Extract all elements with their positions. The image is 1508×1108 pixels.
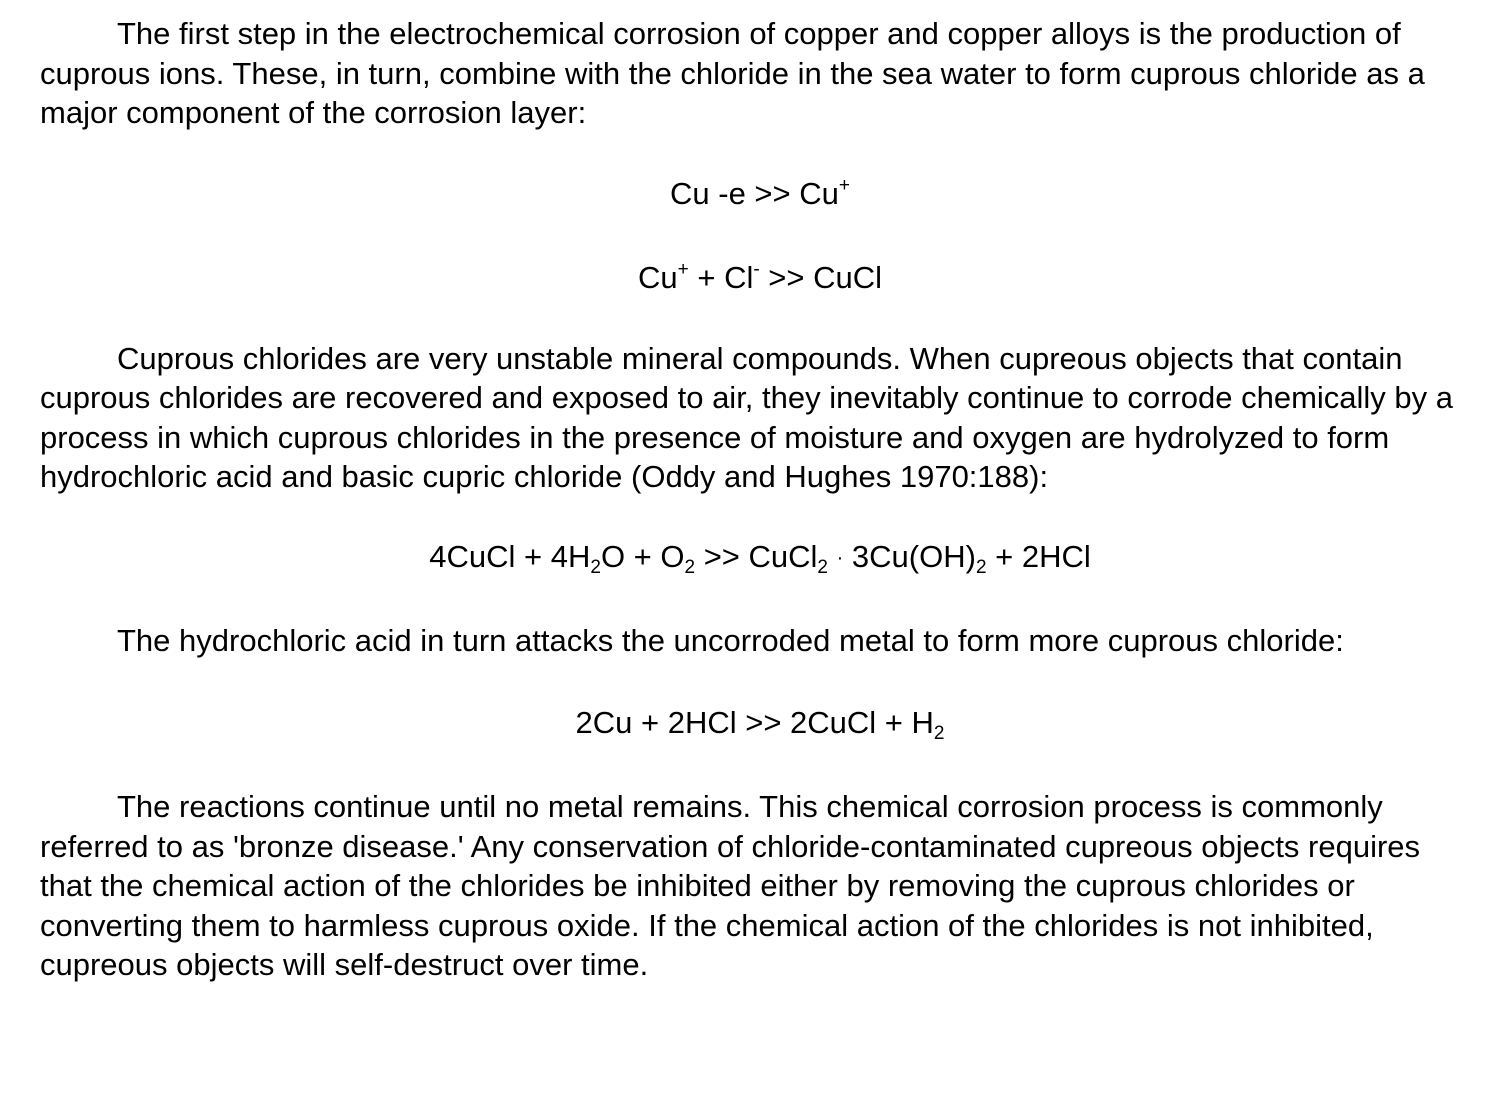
superscript-charge: - <box>753 259 760 280</box>
equation-text: Cu <box>637 260 678 295</box>
equation-text: + Cl <box>688 260 754 295</box>
equation-text: 3Cu(OH) <box>843 538 976 574</box>
paragraph-hydrochloric-acid: The hydrochloric acid in turn attacks the uncorroded metal to form more cuprous chloride: <box>117 623 1344 658</box>
equation-chloride-formation <box>40 258 1480 298</box>
middle-dot: · <box>836 546 844 569</box>
subscript-count: 2 <box>975 556 987 578</box>
document-page <box>40 14 1480 985</box>
equation-text: 2Cu + 2HCl >> 2CuCl + H <box>575 704 934 740</box>
equation-oxidation <box>40 174 1480 214</box>
subscript-count: 2 <box>684 556 696 578</box>
equation-hydrolysis <box>40 537 1480 582</box>
paragraph-cuprous-chlorides: Cuprous chlorides are very unstable mineral compounds. When cupreous objects that contain cuprous chlorides are recovered and exposed to air, they inevitably continue to corrode chemically by a process in which cuprous chlorides in the presence of moisture and oxygen are hydrolyzed to form hydrochloric acid and basic cupric chloride (Oddy and Hughes 1970:188): <box>40 340 1454 494</box>
subscript-count: 2 <box>590 556 601 578</box>
subscript-count: 2 <box>933 722 945 744</box>
superscript-charge: + <box>677 259 689 280</box>
superscript-charge: + <box>838 174 850 196</box>
equation-text: + 2HCl <box>986 538 1091 574</box>
paragraph-bronze-disease: The reactions continue until no metal remains. This chemical corrosion process is commonly referred to as 'bronze disease.' Any conservation of chloride-contaminated cupreous objects requires that the chemical action of the chlorides be inhibited either by removing the cuprous chlorides or converting them to harmless cuprous oxide. If the chemical action of the chlorides is not inhibited, cupreous objects will self-destruct over time. <box>40 789 1421 982</box>
equation-metal-attack <box>40 703 1480 743</box>
paragraph-intro: The first step in the electrochemical corrosion of copper and copper alloys is the production of cuprous ions. These, in turn, combine with the chloride in the sea water to form cuprous chloride as a major component of the corrosion layer: <box>40 16 1425 130</box>
equation-text: Cu -e >> Cu <box>670 175 839 211</box>
equation-text: >> CuCl <box>759 260 883 295</box>
equation-text: >> CuCl <box>695 538 818 574</box>
equation-text: O + O <box>600 538 685 574</box>
equation-text: 4CuCl + 4H <box>429 538 591 574</box>
subscript-count: 2 <box>817 556 828 578</box>
